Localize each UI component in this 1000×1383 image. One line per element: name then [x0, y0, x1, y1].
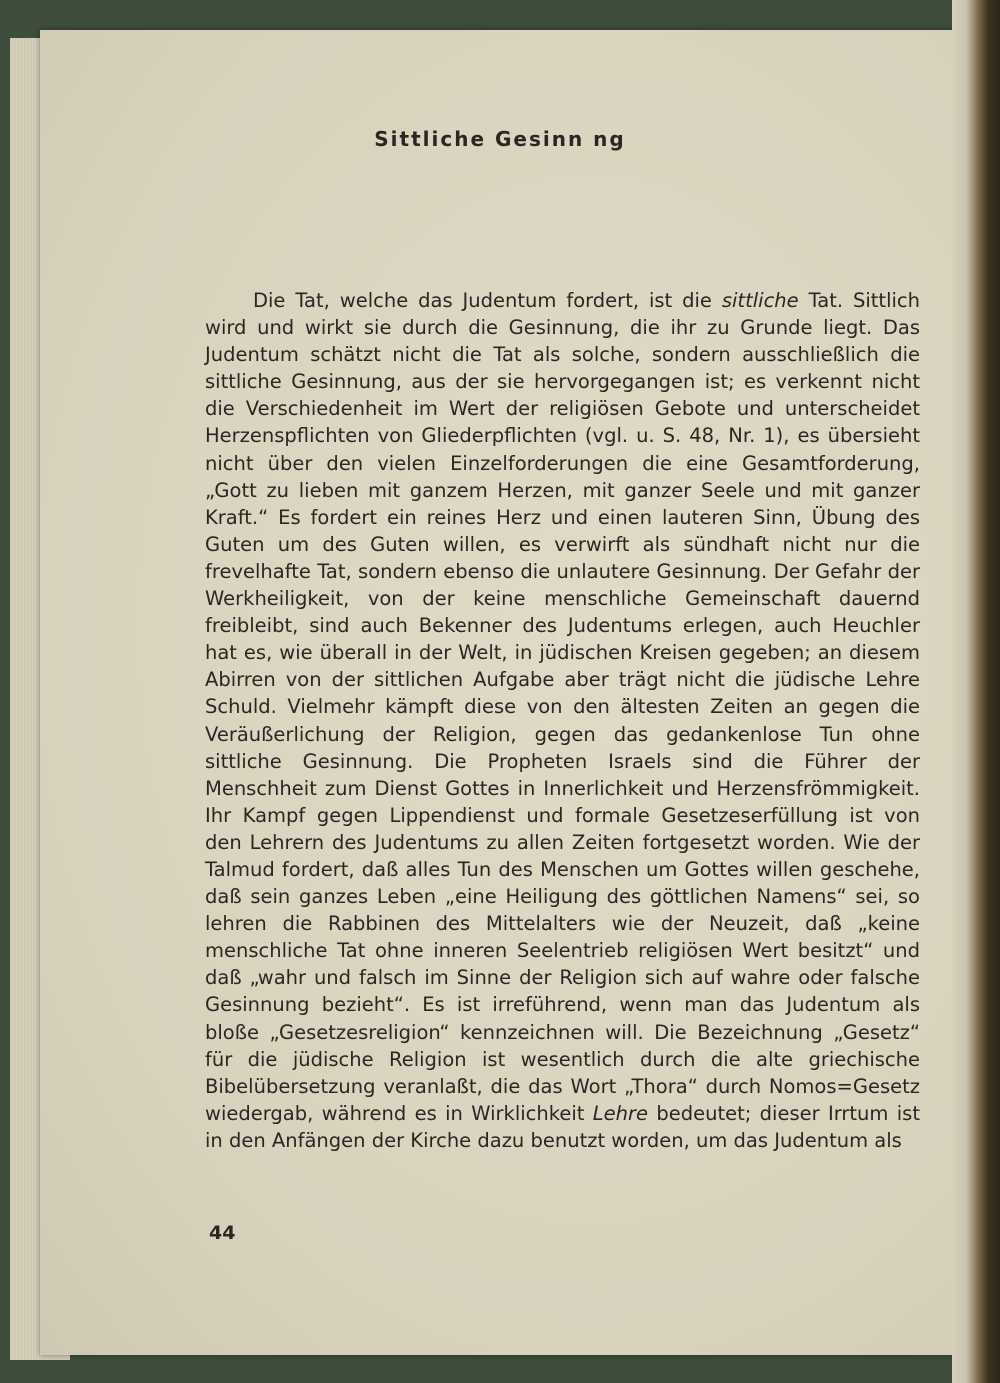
page-number: 44 [209, 1222, 236, 1244]
paragraph-text-3: bedeutet; dieser Irrtum ist in den Anfängen der Kirche dazu benutzt worden, um das Judentum als [205, 1101, 920, 1152]
book-spine [952, 0, 1000, 1383]
emphasis-lehre: Lehre [592, 1101, 648, 1125]
paragraph-text-1: Die Tat, welche das Judentum fordert, ist die [253, 289, 722, 312]
emphasis-sittliche: sittliche [721, 289, 799, 312]
paragraph-text-2: Tat. Sittlich wird und wirkt sie durch die Gesinnung, die ihr zu Grunde liegt. Das Judentum schätzt nicht die Tat als solche, sondern ausschließlich die sittliche Gesinnung, aus der sie hervorgegangen ist; es verkennt nicht die Verschiedenheit im Wert der religiösen Gebote und unterscheidet Herzenspflichten von Gliederpflichten (vgl. u. S. 48, Nr. 1), es übersieht nicht über den vielen Einzelforderungen die eine Gesamtforderung, „Gott zu lieben mit ganzem Herzen, mit ganzer Seele und mit ganzer Kraft.“ Es fordert ein reines Herz und einen lauteren Sinn, Übung des Guten um des Guten willen, es verwirft als sündhaft nicht nur die frevelhafte Tat, sondern ebenso die unlautere Gesinnung. Der Gefahr der Werkheiligkeit, von der keine menschliche Gemeinschaft dauernd freibleibt, sind auch Bekenner des Judentums erlegen, auch Heuchler hat es, wie überall in der Welt, in jüdischen Kreisen gegeben; an diesem Abirren von der sittlichen Aufgabe aber trägt nicht die jüdische Lehre Schuld. Vielmehr kämpft diese von den ältesten Zeiten an gegen die Veräußerlichung der Religion, gegen das gedankenlose Tun ohne sittliche Gesinnung. Die Propheten Israels sind die Führer der Menschheit zum Dienst Gottes in Innerlichkeit und Herzensfrömmigkeit. Ihr Kampf gegen Lippendienst und formale Gesetzeserfüllung ist von den Lehrern des Judentums zu allen Zeiten fortgesetzt worden. Wie der Talmud fordert, daß alles Tun des Menschen um Gottes willen geschehe, daß sein ganzes Leben „eine Heiligung des göttlichen Namens“ sei, so lehren die Rabbinen des Mittelalters wie der Neuzeit, daß „keine menschliche Tat ohne inneren Seelentrieb religiösen Wert besitzt“ und daß „wahr und falsch im Sinne der Religion sich auf wahre oder falsche Gesinnung bezieht“. Es ist irreführend, wenn man das Judentum als bloße „Gesetzesreligion“ kennzeichnen will. Die Bezeichnung „Gesetz“ für die jüdische Religion ist wesentlich durch die alte griechische Bibelübersetzung veranlaßt, die das Wort „Thora“ durch Nomos=Gesetz wiedergab, während es in Wirklichkeit [205, 289, 920, 1125]
body-paragraph [205, 287, 920, 1154]
running-head: Sittliche Gesinn ng [374, 127, 626, 151]
